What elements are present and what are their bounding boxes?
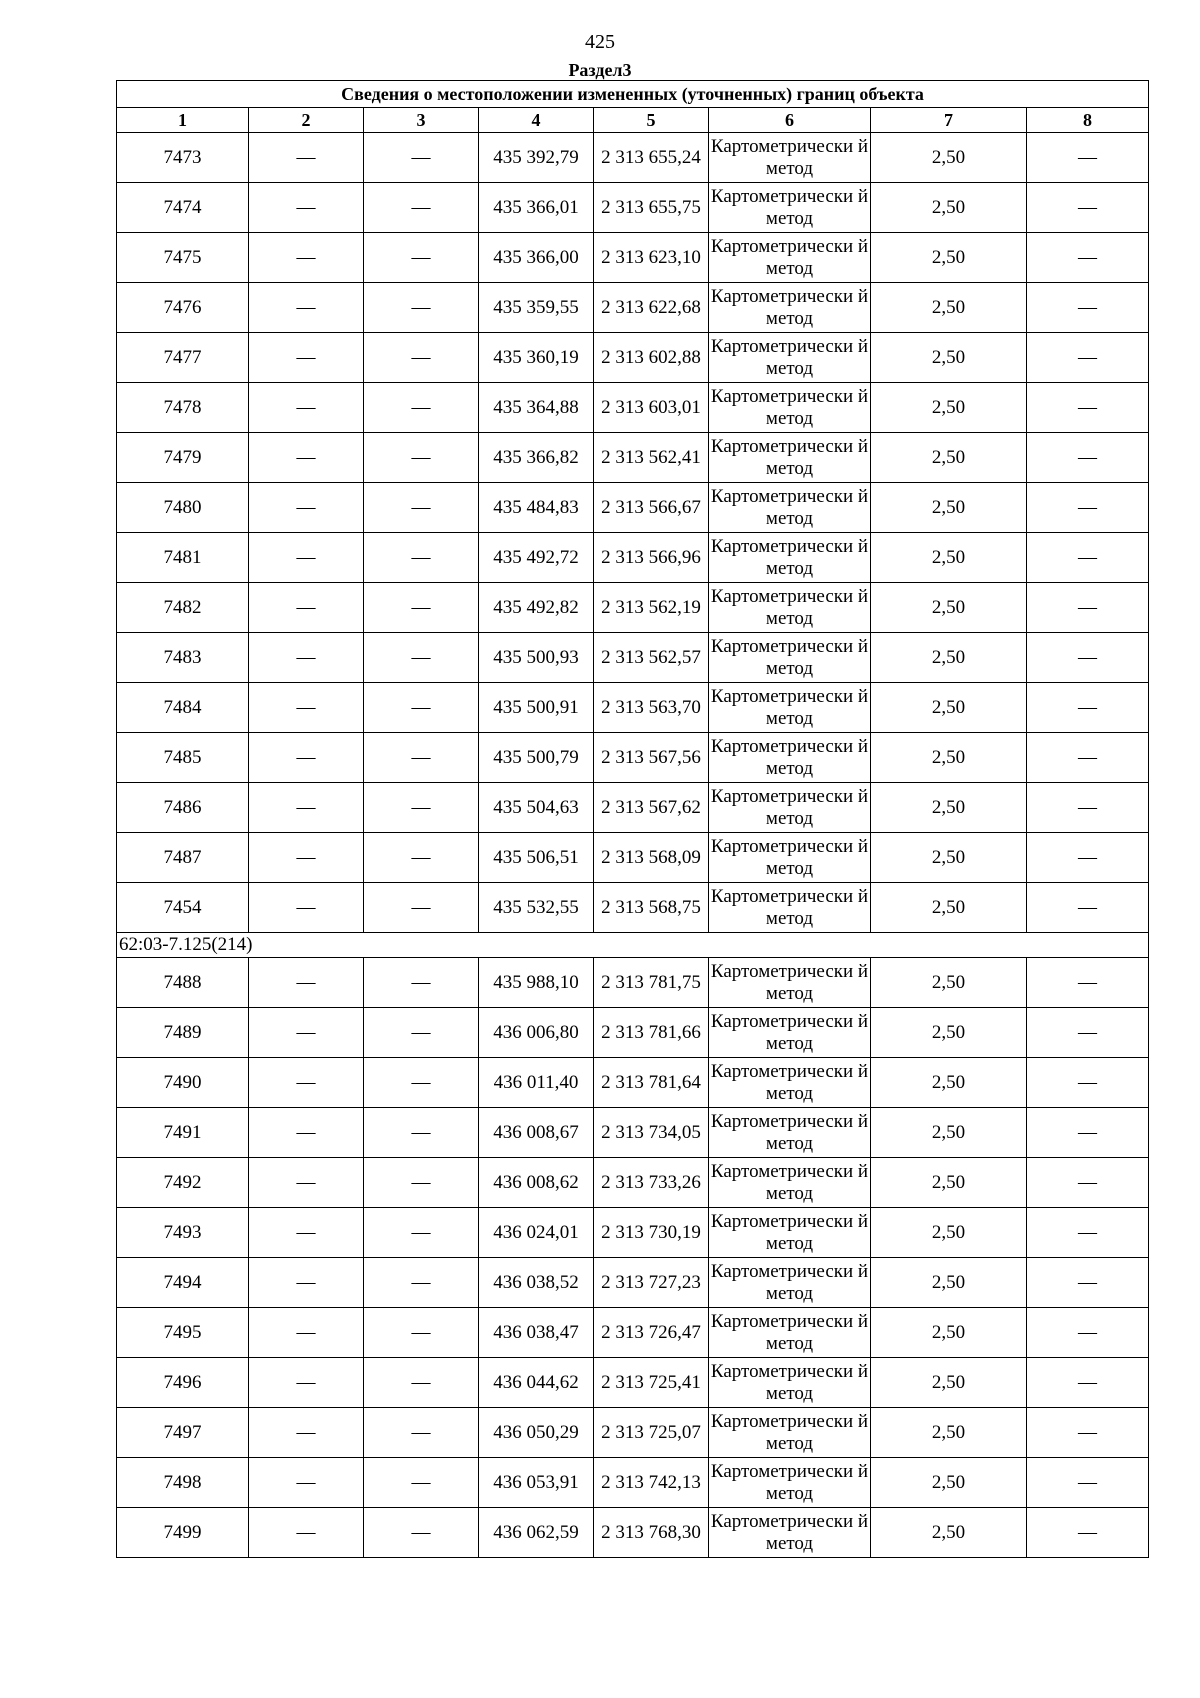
column-2-cell: — (249, 283, 364, 333)
y-coordinate-cell: 2 313 768,30 (594, 1508, 709, 1558)
table-row (117, 483, 1149, 533)
table-row (117, 783, 1149, 833)
x-coordinate-cell: 435 988,10 (479, 958, 594, 1008)
column-2-cell: — (249, 1008, 364, 1058)
point-number-cell: 7490 (117, 1058, 249, 1108)
table-row (117, 833, 1149, 883)
point-number-cell: 7496 (117, 1358, 249, 1408)
accuracy-cell: 2,50 (871, 1158, 1027, 1208)
x-coordinate-cell: 435 366,82 (479, 433, 594, 483)
column-3-cell: — (364, 733, 479, 783)
group-header-row (117, 933, 1149, 958)
column-3-cell: — (364, 1108, 479, 1158)
method-cell: Картометрически й метод (709, 1108, 871, 1158)
y-coordinate-cell: 2 313 602,88 (594, 333, 709, 383)
table-row (117, 883, 1149, 933)
x-coordinate-cell: 435 484,83 (479, 483, 594, 533)
column-2-cell: — (249, 1208, 364, 1258)
column-3-cell: — (364, 833, 479, 883)
accuracy-cell: 2,50 (871, 1408, 1027, 1458)
column-2-cell: — (249, 1108, 364, 1158)
column-3-cell: — (364, 783, 479, 833)
point-number-cell: 7483 (117, 633, 249, 683)
y-coordinate-cell: 2 313 562,41 (594, 433, 709, 483)
y-coordinate-cell: 2 313 734,05 (594, 1108, 709, 1158)
y-coordinate-cell: 2 313 781,64 (594, 1058, 709, 1108)
column-2-cell: — (249, 1508, 364, 1558)
column-number: 8 (1027, 108, 1149, 133)
column-8-cell: — (1027, 533, 1149, 583)
x-coordinate-cell: 435 506,51 (479, 833, 594, 883)
y-coordinate-cell: 2 313 566,96 (594, 533, 709, 583)
method-cell: Картометрически й метод (709, 1458, 871, 1508)
column-3-cell: — (364, 1358, 479, 1408)
column-8-cell: — (1027, 733, 1149, 783)
column-3-cell: — (364, 683, 479, 733)
method-cell: Картометрически й метод (709, 183, 871, 233)
accuracy-cell: 2,50 (871, 1508, 1027, 1558)
point-number-cell: 7499 (117, 1508, 249, 1558)
column-8-cell: — (1027, 233, 1149, 283)
x-coordinate-cell: 435 504,63 (479, 783, 594, 833)
x-coordinate-cell: 435 500,79 (479, 733, 594, 783)
x-coordinate-cell: 436 053,91 (479, 1458, 594, 1508)
column-3-cell: — (364, 483, 479, 533)
point-number-cell: 7473 (117, 133, 249, 183)
x-coordinate-cell: 436 008,67 (479, 1108, 594, 1158)
column-3-cell: — (364, 958, 479, 1008)
column-3-cell: — (364, 533, 479, 583)
column-3-cell: — (364, 333, 479, 383)
column-number-row (117, 108, 1149, 133)
x-coordinate-cell: 435 392,79 (479, 133, 594, 183)
column-2-cell: — (249, 1158, 364, 1208)
y-coordinate-cell: 2 313 742,13 (594, 1458, 709, 1508)
x-coordinate-cell: 436 024,01 (479, 1208, 594, 1258)
accuracy-cell: 2,50 (871, 183, 1027, 233)
column-8-cell: — (1027, 1008, 1149, 1058)
y-coordinate-cell: 2 313 567,62 (594, 783, 709, 833)
point-number-cell: 7493 (117, 1208, 249, 1258)
column-3-cell: — (364, 283, 479, 333)
x-coordinate-cell: 435 366,00 (479, 233, 594, 283)
accuracy-cell: 2,50 (871, 283, 1027, 333)
column-number: 1 (117, 108, 249, 133)
accuracy-cell: 2,50 (871, 1208, 1027, 1258)
table-row (117, 133, 1149, 183)
boundary-coordinates-table (116, 80, 1149, 1558)
point-number-cell: 7474 (117, 183, 249, 233)
point-number-cell: 7479 (117, 433, 249, 483)
accuracy-cell: 2,50 (871, 1458, 1027, 1508)
column-8-cell: — (1027, 883, 1149, 933)
table-row (117, 683, 1149, 733)
column-3-cell: — (364, 1258, 479, 1308)
group-label: 62:03-7.125(214) (117, 933, 1149, 958)
column-8-cell: — (1027, 433, 1149, 483)
method-cell: Картометрически й метод (709, 1158, 871, 1208)
y-coordinate-cell: 2 313 725,41 (594, 1358, 709, 1408)
column-2-cell: — (249, 533, 364, 583)
point-number-cell: 7480 (117, 483, 249, 533)
column-3-cell: — (364, 583, 479, 633)
y-coordinate-cell: 2 313 568,75 (594, 883, 709, 933)
method-cell: Картометрически й метод (709, 333, 871, 383)
point-number-cell: 7488 (117, 958, 249, 1008)
method-cell: Картометрически й метод (709, 283, 871, 333)
point-number-cell: 7454 (117, 883, 249, 933)
accuracy-cell: 2,50 (871, 958, 1027, 1008)
y-coordinate-cell: 2 313 603,01 (594, 383, 709, 433)
accuracy-cell: 2,50 (871, 383, 1027, 433)
table-row (117, 583, 1149, 633)
x-coordinate-cell: 436 050,29 (479, 1408, 594, 1458)
table-row (117, 1058, 1149, 1108)
point-number-cell: 7497 (117, 1408, 249, 1458)
column-3-cell: — (364, 183, 479, 233)
method-cell: Картометрически й метод (709, 783, 871, 833)
y-coordinate-cell: 2 313 567,56 (594, 733, 709, 783)
x-coordinate-cell: 436 006,80 (479, 1008, 594, 1058)
column-3-cell: — (364, 1508, 479, 1558)
accuracy-cell: 2,50 (871, 733, 1027, 783)
y-coordinate-cell: 2 313 726,47 (594, 1308, 709, 1358)
column-2-cell: — (249, 183, 364, 233)
accuracy-cell: 2,50 (871, 1308, 1027, 1358)
x-coordinate-cell: 436 011,40 (479, 1058, 594, 1108)
method-cell: Картометрически й метод (709, 1508, 871, 1558)
y-coordinate-cell: 2 313 562,19 (594, 583, 709, 633)
column-8-cell: — (1027, 383, 1149, 433)
column-3-cell: — (364, 233, 479, 283)
column-3-cell: — (364, 1458, 479, 1508)
method-cell: Картометрически й метод (709, 133, 871, 183)
column-2-cell: — (249, 1258, 364, 1308)
column-number: 2 (249, 108, 364, 133)
column-2-cell: — (249, 783, 364, 833)
table-body (117, 81, 1149, 1558)
table-row (117, 733, 1149, 783)
column-8-cell: — (1027, 1408, 1149, 1458)
method-cell: Картометрически й метод (709, 683, 871, 733)
section-label: Раздел3 (568, 60, 632, 80)
table-row (117, 433, 1149, 483)
column-2-cell: — (249, 733, 364, 783)
point-number-cell: 7478 (117, 383, 249, 433)
accuracy-cell: 2,50 (871, 133, 1027, 183)
method-cell: Картометрически й метод (709, 583, 871, 633)
x-coordinate-cell: 436 038,47 (479, 1308, 594, 1358)
column-8-cell: — (1027, 1508, 1149, 1558)
column-2-cell: — (249, 1458, 364, 1508)
table-row (117, 233, 1149, 283)
accuracy-cell: 2,50 (871, 433, 1027, 483)
method-cell: Картометрически й метод (709, 1308, 871, 1358)
point-number-cell: 7481 (117, 533, 249, 583)
table-row (117, 1208, 1149, 1258)
x-coordinate-cell: 435 366,01 (479, 183, 594, 233)
column-8-cell: — (1027, 1108, 1149, 1158)
column-8-cell: — (1027, 183, 1149, 233)
column-8-cell: — (1027, 283, 1149, 333)
x-coordinate-cell: 436 008,62 (479, 1158, 594, 1208)
point-number-cell: 7491 (117, 1108, 249, 1158)
column-8-cell: — (1027, 133, 1149, 183)
accuracy-cell: 2,50 (871, 1108, 1027, 1158)
accuracy-cell: 2,50 (871, 233, 1027, 283)
column-3-cell: — (364, 1158, 479, 1208)
method-cell: Картометрически й метод (709, 733, 871, 783)
page-number: 425 (585, 31, 615, 53)
y-coordinate-cell: 2 313 566,67 (594, 483, 709, 533)
accuracy-cell: 2,50 (871, 683, 1027, 733)
y-coordinate-cell: 2 313 562,57 (594, 633, 709, 683)
x-coordinate-cell: 435 364,88 (479, 383, 594, 433)
column-8-cell: — (1027, 1258, 1149, 1308)
table-row (117, 1158, 1149, 1208)
y-coordinate-cell: 2 313 568,09 (594, 833, 709, 883)
x-coordinate-cell: 436 062,59 (479, 1508, 594, 1558)
y-coordinate-cell: 2 313 727,23 (594, 1258, 709, 1308)
column-2-cell: — (249, 483, 364, 533)
y-coordinate-cell: 2 313 563,70 (594, 683, 709, 733)
column-3-cell: — (364, 1058, 479, 1108)
column-8-cell: — (1027, 783, 1149, 833)
point-number-cell: 7495 (117, 1308, 249, 1358)
column-2-cell: — (249, 683, 364, 733)
x-coordinate-cell: 435 500,93 (479, 633, 594, 683)
point-number-cell: 7482 (117, 583, 249, 633)
method-cell: Картометрически й метод (709, 483, 871, 533)
accuracy-cell: 2,50 (871, 833, 1027, 883)
column-8-cell: — (1027, 1158, 1149, 1208)
method-cell: Картометрически й метод (709, 1208, 871, 1258)
column-2-cell: — (249, 383, 364, 433)
column-8-cell: — (1027, 1358, 1149, 1408)
column-8-cell: — (1027, 1208, 1149, 1258)
x-coordinate-cell: 435 359,55 (479, 283, 594, 333)
accuracy-cell: 2,50 (871, 783, 1027, 833)
table-row (117, 283, 1149, 333)
column-8-cell: — (1027, 1458, 1149, 1508)
x-coordinate-cell: 436 038,52 (479, 1258, 594, 1308)
column-2-cell: — (249, 1358, 364, 1408)
column-3-cell: — (364, 1408, 479, 1458)
table-row (117, 1408, 1149, 1458)
accuracy-cell: 2,50 (871, 583, 1027, 633)
column-3-cell: — (364, 133, 479, 183)
column-2-cell: — (249, 1408, 364, 1458)
point-number-cell: 7489 (117, 1008, 249, 1058)
column-2-cell: — (249, 583, 364, 633)
method-cell: Картометрически й метод (709, 833, 871, 883)
accuracy-cell: 2,50 (871, 883, 1027, 933)
method-cell: Картометрически й метод (709, 883, 871, 933)
column-2-cell: — (249, 233, 364, 283)
column-3-cell: — (364, 433, 479, 483)
point-number-cell: 7485 (117, 733, 249, 783)
table-row (117, 383, 1149, 433)
y-coordinate-cell: 2 313 622,68 (594, 283, 709, 333)
table-row (117, 1258, 1149, 1308)
method-cell: Картометрически й метод (709, 233, 871, 283)
accuracy-cell: 2,50 (871, 1358, 1027, 1408)
accuracy-cell: 2,50 (871, 1258, 1027, 1308)
point-number-cell: 7475 (117, 233, 249, 283)
column-8-cell: — (1027, 683, 1149, 733)
table-row (117, 1308, 1149, 1358)
point-number-cell: 7484 (117, 683, 249, 733)
column-2-cell: — (249, 333, 364, 383)
accuracy-cell: 2,50 (871, 1008, 1027, 1058)
column-3-cell: — (364, 383, 479, 433)
column-2-cell: — (249, 133, 364, 183)
table-row (117, 1458, 1149, 1508)
column-8-cell: — (1027, 483, 1149, 533)
table-row (117, 958, 1149, 1008)
point-number-cell: 7486 (117, 783, 249, 833)
table-row (117, 533, 1149, 583)
method-cell: Картометрически й метод (709, 1008, 871, 1058)
accuracy-cell: 2,50 (871, 633, 1027, 683)
column-number: 6 (709, 108, 871, 133)
column-number: 7 (871, 108, 1027, 133)
method-cell: Картометрически й метод (709, 433, 871, 483)
column-3-cell: — (364, 883, 479, 933)
x-coordinate-cell: 435 532,55 (479, 883, 594, 933)
table-row (117, 1108, 1149, 1158)
column-8-cell: — (1027, 1058, 1149, 1108)
column-2-cell: — (249, 1058, 364, 1108)
x-coordinate-cell: 436 044,62 (479, 1358, 594, 1408)
column-number: 3 (364, 108, 479, 133)
y-coordinate-cell: 2 313 781,75 (594, 958, 709, 1008)
method-cell: Картометрически й метод (709, 1058, 871, 1108)
method-cell: Картометрически й метод (709, 1358, 871, 1408)
accuracy-cell: 2,50 (871, 333, 1027, 383)
y-coordinate-cell: 2 313 655,24 (594, 133, 709, 183)
column-3-cell: — (364, 1008, 479, 1058)
table-row (117, 183, 1149, 233)
y-coordinate-cell: 2 313 781,66 (594, 1008, 709, 1058)
method-cell: Картометрически й метод (709, 533, 871, 583)
x-coordinate-cell: 435 500,91 (479, 683, 594, 733)
y-coordinate-cell: 2 313 623,10 (594, 233, 709, 283)
column-3-cell: — (364, 1308, 479, 1358)
column-number: 5 (594, 108, 709, 133)
column-8-cell: — (1027, 333, 1149, 383)
accuracy-cell: 2,50 (871, 533, 1027, 583)
column-2-cell: — (249, 1308, 364, 1358)
table-caption-row (117, 81, 1149, 108)
point-number-cell: 7494 (117, 1258, 249, 1308)
table-row (117, 1008, 1149, 1058)
column-3-cell: — (364, 633, 479, 683)
point-number-cell: 7477 (117, 333, 249, 383)
y-coordinate-cell: 2 313 655,75 (594, 183, 709, 233)
table-row (117, 333, 1149, 383)
table-row (117, 633, 1149, 683)
column-2-cell: — (249, 958, 364, 1008)
column-8-cell: — (1027, 958, 1149, 1008)
column-8-cell: — (1027, 633, 1149, 683)
column-number: 4 (479, 108, 594, 133)
method-cell: Картометрически й метод (709, 383, 871, 433)
point-number-cell: 7498 (117, 1458, 249, 1508)
y-coordinate-cell: 2 313 733,26 (594, 1158, 709, 1208)
method-cell: Картометрически й метод (709, 1408, 871, 1458)
column-2-cell: — (249, 433, 364, 483)
table-caption: Сведения о местоположении измененных (уточненных) границ объекта (117, 81, 1149, 108)
column-8-cell: — (1027, 833, 1149, 883)
method-cell: Картометрически й метод (709, 958, 871, 1008)
column-8-cell: — (1027, 583, 1149, 633)
table-row (117, 1358, 1149, 1408)
accuracy-cell: 2,50 (871, 483, 1027, 533)
column-3-cell: — (364, 1208, 479, 1258)
column-2-cell: — (249, 883, 364, 933)
method-cell: Картометрически й метод (709, 1258, 871, 1308)
accuracy-cell: 2,50 (871, 1058, 1027, 1108)
point-number-cell: 7476 (117, 283, 249, 333)
column-2-cell: — (249, 633, 364, 683)
table-row (117, 1508, 1149, 1558)
column-8-cell: — (1027, 1308, 1149, 1358)
x-coordinate-cell: 435 492,82 (479, 583, 594, 633)
column-2-cell: — (249, 833, 364, 883)
method-cell: Картометрически й метод (709, 633, 871, 683)
x-coordinate-cell: 435 360,19 (479, 333, 594, 383)
x-coordinate-cell: 435 492,72 (479, 533, 594, 583)
point-number-cell: 7487 (117, 833, 249, 883)
y-coordinate-cell: 2 313 725,07 (594, 1408, 709, 1458)
point-number-cell: 7492 (117, 1158, 249, 1208)
y-coordinate-cell: 2 313 730,19 (594, 1208, 709, 1258)
